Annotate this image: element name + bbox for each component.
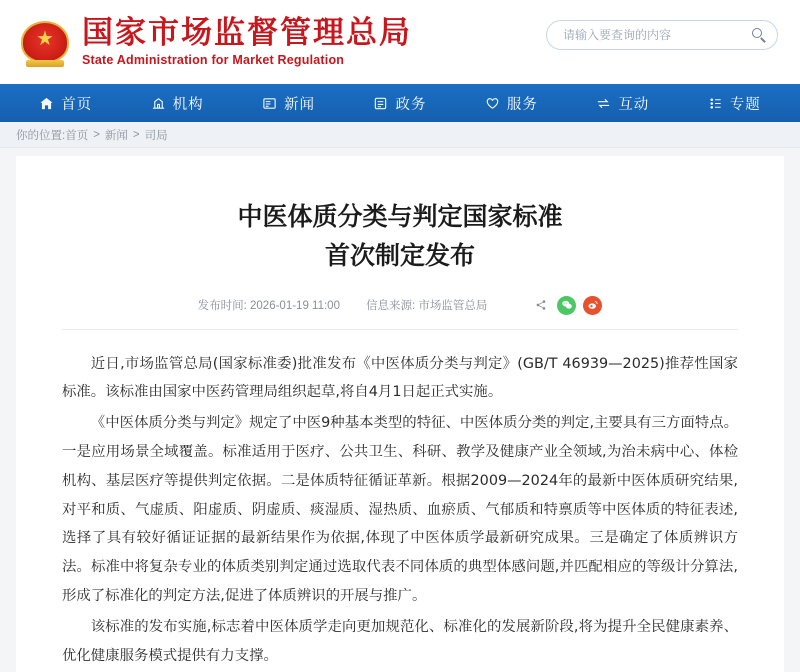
nav-item-interaction[interactable] bbox=[592, 93, 653, 114]
main-nav bbox=[0, 84, 800, 122]
publish-time-value: 2026-01-19 11:00 bbox=[250, 300, 340, 312]
heart-icon bbox=[485, 96, 500, 111]
nav-item-news[interactable] bbox=[258, 93, 319, 114]
search-input[interactable] bbox=[561, 27, 751, 43]
breadcrumb-prefix: 你的位置: bbox=[16, 129, 66, 142]
site-title-en: State Administration for Market Regulation bbox=[82, 53, 345, 68]
publish-time bbox=[198, 297, 340, 313]
source-label: 信息来源: bbox=[365, 300, 416, 312]
gov-icon bbox=[373, 96, 388, 111]
wechat-icon[interactable] bbox=[557, 296, 576, 315]
home-icon bbox=[39, 96, 54, 111]
search-icon[interactable] bbox=[751, 27, 767, 43]
breadcrumb bbox=[0, 122, 800, 148]
page-title bbox=[62, 198, 738, 276]
article-title-line1: 中医体质分类与判定国家标准 bbox=[237, 202, 563, 231]
breadcrumb-item-bureau[interactable]: 司局 bbox=[144, 129, 168, 142]
nav-label: 新闻 bbox=[284, 96, 316, 113]
nav-item-gov[interactable] bbox=[369, 93, 430, 114]
article-paragraph: 该标准的发布实施,标志着中医体质学走向更加规范化、标准化的发展新阶段,将为提升全民健康素养、优化健康服务模式提供有力支撑。 bbox=[62, 618, 738, 664]
source bbox=[366, 297, 487, 313]
weibo-icon[interactable] bbox=[583, 296, 602, 315]
article-title-line2: 首次制定发布 bbox=[324, 240, 475, 270]
article-paragraph: 《中医体质分类与判定》规定了中医9种基本类型的特征、中医体质分类的判定,主要具有三方面特点。一是应用场景全域覆盖。标准适用于医疗、公共卫生、科研、教学及健康产业全领域,为治未病中心、体检机构、基层医疗等提供判定依据。二是体质特征循证革新。根据2009—2024年的最新中医体质研究结果,对平和质、气虚质、阳虚质、阴虚质、痰湿质、湿热质、血瘀质、气郁质和特禀质等中医体质的特征表述,选择了具有较好循证证据的最新结果作为依据,体现了中医体质学最新研究成果。三是确定了体质辨识方法。标准中将复杂专业的体质类别判定通过选取代表不同体质的典型体感问题,并匹配相应的等级计分算法,形成了标准化的判定方法,促进了体质辨识的开展与推广。 bbox=[62, 415, 738, 604]
divider bbox=[62, 329, 738, 330]
nav-item-service[interactable] bbox=[481, 93, 542, 114]
nav-item-topic[interactable] bbox=[704, 93, 765, 114]
site-title-block bbox=[82, 14, 412, 68]
breadcrumb-separator: > bbox=[93, 128, 100, 141]
nav-label: 互动 bbox=[618, 96, 650, 113]
source-value: 市场监管总局 bbox=[418, 300, 488, 312]
article-paragraph: 近日,市场监管总局(国家标准委)批准发布《中医体质分类与判定》(GB/T 46939—2025)推荐性国家标准。该标准由国家中医药管理局组织起草,将自4月1日起正式实施。 bbox=[62, 355, 738, 401]
article-card bbox=[16, 156, 784, 672]
nav-label: 首页 bbox=[61, 96, 93, 113]
site-header bbox=[0, 0, 800, 84]
nav-label: 机构 bbox=[172, 96, 204, 113]
news-icon bbox=[262, 96, 277, 111]
publish-time-label: 发布时间: bbox=[197, 300, 247, 312]
article-body bbox=[62, 350, 738, 671]
share-icon[interactable] bbox=[531, 296, 550, 315]
breadcrumb-item-home[interactable]: 首页 bbox=[65, 129, 89, 142]
nav-item-home[interactable] bbox=[35, 93, 96, 114]
breadcrumb-separator: > bbox=[132, 128, 140, 141]
org-icon bbox=[151, 96, 166, 111]
nav-item-org[interactable] bbox=[147, 93, 208, 114]
article-meta bbox=[62, 296, 738, 315]
site-title-cn: 国家市场监督管理总局 bbox=[82, 14, 412, 51]
nav-label: 专题 bbox=[729, 96, 761, 113]
breadcrumb-item-news[interactable]: 新闻 bbox=[104, 129, 128, 142]
exchange-icon bbox=[596, 96, 611, 111]
topic-icon bbox=[708, 96, 723, 111]
share-group bbox=[531, 296, 602, 315]
nav-label: 政务 bbox=[395, 96, 427, 113]
national-emblem-icon: ★ bbox=[18, 15, 72, 69]
content-area bbox=[0, 148, 800, 672]
nav-label: 服务 bbox=[506, 96, 538, 113]
search-box[interactable] bbox=[546, 20, 778, 50]
